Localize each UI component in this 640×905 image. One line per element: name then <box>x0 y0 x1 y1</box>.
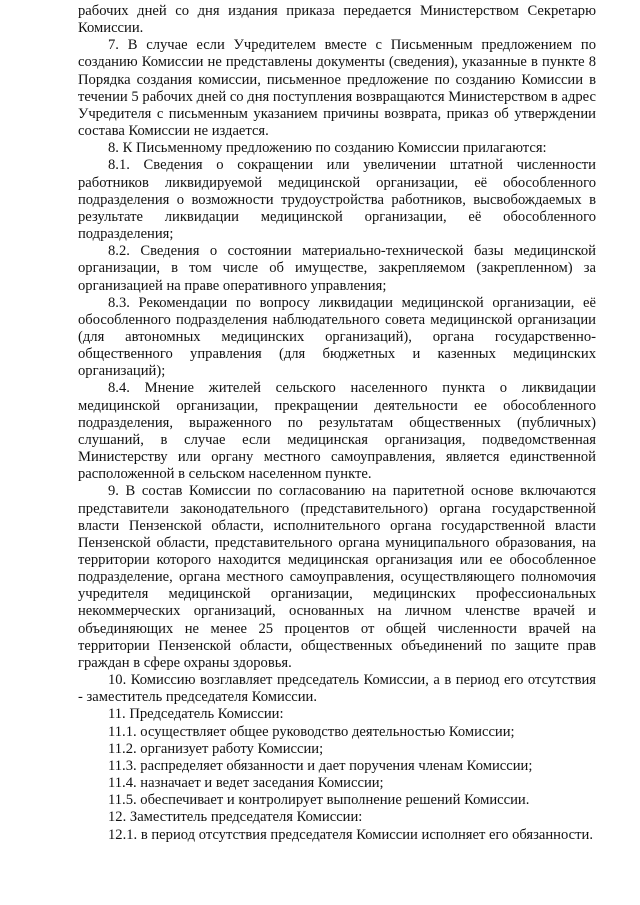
paragraph-12-1: 12.1. в период отсутствия председателя Комиссии исполняет его обязанности. <box>108 826 593 843</box>
paragraph-8-4: 8.4. Мнение жителей сельского населенного пункта о ликвидации медицинской организации, прекращении деятельности ее обособленного подразделения, выраженного по результатам общественных (публичных) слушаний, в случае если медицинская организация, подведомственная Министерству или органу местного самоуправления, является единственной расположенной в сельском населенном пункте. <box>78 380 596 483</box>
paragraph-9: 9. В состав Комиссии по согласованию на паритетной основе включаются представители законодательного (представительного) органа государственной власти Пензенской области, исполнительного органа государственной власти Пензенской области, представительного органа муниципального образования, на территории которого находится медицинская организация или ее обособленное подразделение, органа местного самоуправления, осуществляющего полномочия учредителя медицинской организации, медицинских профессиональных некоммерческих организаций, основанных на личном членстве врачей и объединяющих не менее 25 процентов от общей численности врачей на территории Пензенской области, общественных объединений по защите прав граждан в сфере охраны здоровья. <box>78 483 596 671</box>
paragraph-8-3: 8.3. Рекомендации по вопросу ликвидации медицинской организации, её обособленного подразделения наблюдательного совета медицинской организации (для автономных медицинских организаций), органа государственно-общественного управления (для бюджетных и казенных медицинских организаций); <box>78 294 596 380</box>
paragraph-continuation: рабочих дней со дня издания приказа передается Министерством Секретарю Комиссии. <box>78 3 596 37</box>
paragraph-12: 12. Заместитель председателя Комиссии: <box>108 809 363 826</box>
paragraph-8-2: 8.2. Сведения о состоянии материально-технической базы медицинской организации, в том числе об имуществе, закрепляемом (закрепленном) за организацией на праве оперативного управления; <box>78 243 596 294</box>
paragraph-8: 8. К Письменному предложению по созданию Комиссии прилагаются: <box>108 140 547 157</box>
paragraph-11-3: 11.3. распределяет обязанности и дает поручения членам Комиссии; <box>108 757 533 774</box>
paragraph-10: 10. Комиссию возглавляет председатель Комиссии, а в период его отсутствия - заместитель председателя Комиссии. <box>78 672 596 706</box>
document-page <box>78 3 596 844</box>
paragraph-11-5: 11.5. обеспечивает и контролирует выполнение решений Комиссии. <box>108 792 530 809</box>
paragraph-11-4: 11.4. назначает и ведет заседания Комиссии; <box>108 775 384 792</box>
paragraph-7: 7. В случае если Учредителем вместе с Письменным предложением по созданию Комиссии не представлены документы (сведения), указанные в пункте 8 Порядка создания комиссии, письменное предложение по созданию Комиссии в течении 5 рабочих дней со дня поступления возвращаются Министерством в адрес Учредителя с письменным указанием причины возврата, приказ об утверждении состава Комиссии не издается. <box>78 37 596 140</box>
paragraph-11-2: 11.2. организует работу Комиссии; <box>108 740 324 757</box>
paragraph-11: 11. Председатель Комиссии: <box>108 706 284 723</box>
paragraph-11-1: 11.1. осуществляет общее руководство деятельностью Комиссии; <box>108 723 515 740</box>
paragraph-8-1: 8.1. Сведения о сокращении или увеличении штатной численности работников ликвидируемой медицинской организации, её обособленного подразделения о возможности трудоустройства работников, высвобождаемых в результате ликвидации медицинской организации, её обособленного подразделения; <box>78 157 596 243</box>
